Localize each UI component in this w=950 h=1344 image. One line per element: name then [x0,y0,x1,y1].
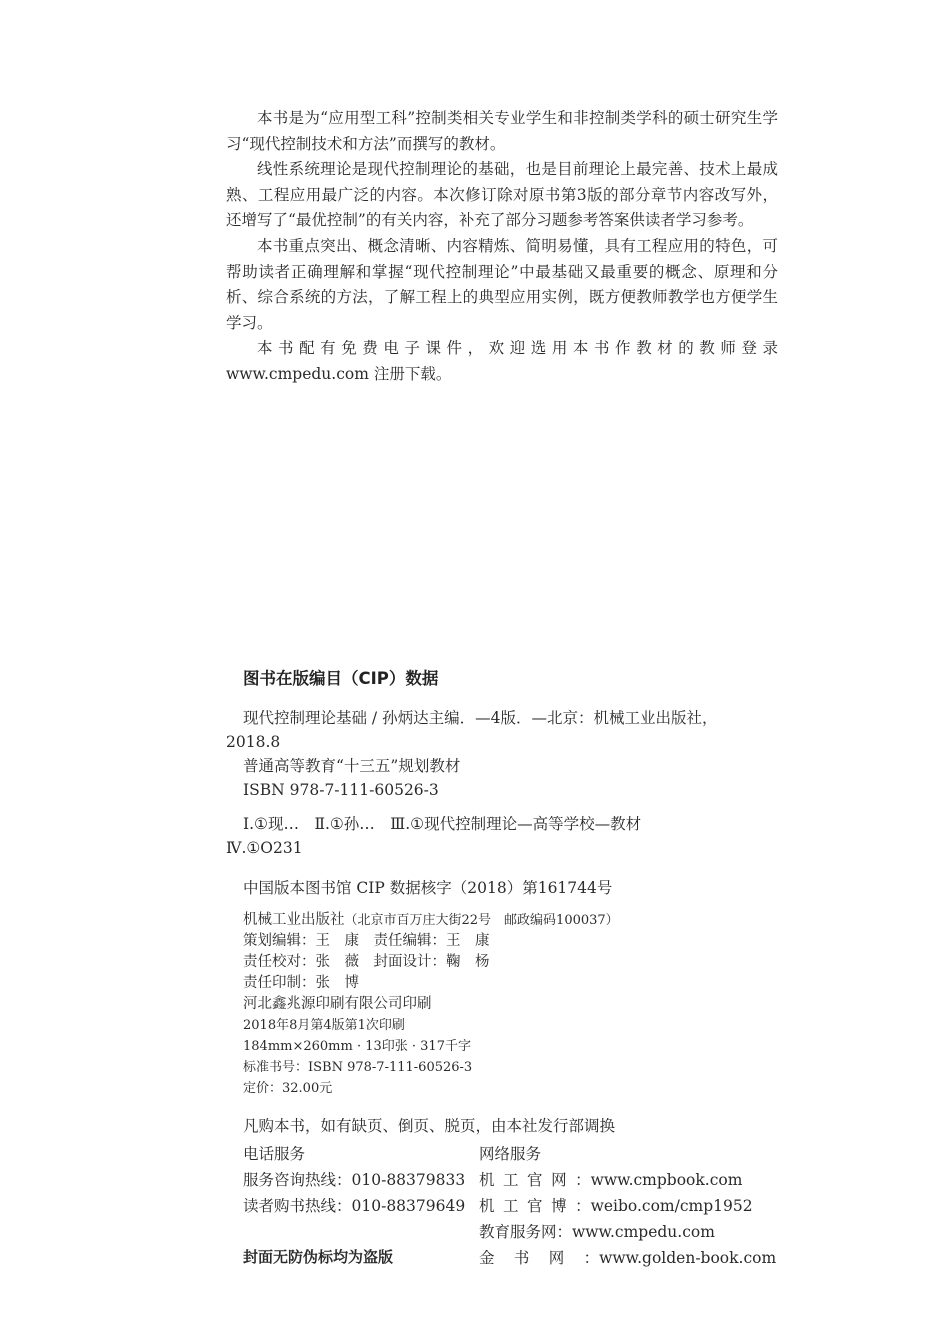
cmp-website-url: ：www.cmpbook.com [575,1171,743,1189]
printer-line: 河北鑫兆源印刷有限公司印刷 [243,996,432,1012]
cmp-website-label: 机工官网 [479,1171,576,1189]
golden-book-site [479,1246,776,1268]
proof-design-line: 责任校对：张 薇 封面设计：鞠 杨 [243,954,490,970]
cip-series: 普通高等教育“十三五”规划教材 [243,757,461,775]
publisher-address: （北京市百万庄大街22号 邮政编码100037） [344,913,619,928]
education-service-site [479,1220,715,1242]
education-service-url: ：www.cmpedu.com [556,1223,715,1241]
purchase-hotline: 读者购书热线：010-88379649 [243,1197,466,1215]
cmp-weibo-url: ：weibo.com/cmp1952 [575,1197,753,1215]
print-manager-line: 责任印制：张 博 [243,975,359,991]
abstract-paragraph-3: 本书重点突出、概念清晰、内容精炼、简明易懂，具有工程应用的特色，可帮助读者正确理解和掌握“现代控制理论”中最基础又最重要的概念、原理和分析、综合系统的方法，了解工程上的典型应用实例，既方便教师教学也方便学生学习。 [226,236,778,332]
publisher-line [243,910,803,931]
abstract-paragraph-1: 本书是为“应用型工科”控制类相关专业学生和非控制类学科的硕士研究生学习“现代控制技术和方法”而撰写的教材。 [226,109,778,153]
anti-piracy-notice: 封面无防伪标均为盗版 [243,1248,394,1266]
abstract-paragraph-2: 线性系统理论是现代控制理论的基础，也是目前理论上最完善、技术上最成熟、工程应用最广泛的内容。本次修订除对原书第3版的部分章节内容改写外，还增写了“最优控制”的有关内容，补充了部分习题参考答案供读者学习参考。 [226,160,778,230]
cmp-website [479,1168,742,1190]
cmp-weibo-label: 机工官博 [479,1197,576,1215]
cip-title: 图书在版编目（CIP）数据 [243,669,439,688]
consult-hotline: 服务咨询热线：010-88379833 [243,1171,466,1189]
cip-subject-line: Ⅰ.①现… Ⅱ.①孙… Ⅲ.①现代控制理论—高等学校—教材 [243,815,642,833]
cip-classification: Ⅳ.①O231 [226,839,303,857]
cip-book-line: 现代控制理论基础 / 孙炳达主编．—4版．—北京：机械工业出版社， [243,709,718,727]
replacement-notice: 凡购本书，如有缺页、倒页、脱页，由本社发行部调换 [243,1117,616,1135]
editors-line: 策划编辑：王 康 责任编辑：王 康 [243,933,490,949]
standard-number-line: 标准书号：ISBN 978-7-111-60526-3 [243,1060,473,1075]
golden-book-label: 金书网 [479,1249,584,1267]
cip-number: 中国版本图书馆 CIP 数据核字（2018）第161744号 [243,879,613,897]
education-service-label: 教育服务网 [479,1223,557,1241]
cip-record [226,706,786,860]
cmp-weibo [479,1194,753,1216]
service-block [243,1114,803,1272]
phone-service-title: 电话服务 [243,1145,306,1163]
format-line: 184mm×260mm · 13印张 · 317千字 [243,1039,471,1054]
network-service-title: 网络服务 [479,1145,542,1163]
imprint-block [243,910,803,1099]
publisher-name: 机械工业出版社 [243,912,345,928]
price-line: 定价：32.00元 [243,1081,333,1096]
abstract-paragraph-4: 本书配有免费电子课件，欢迎选用本书作教材的教师登录 www.cmpedu.com 注册下载。 [226,339,778,383]
cip-isbn: ISBN 978-7-111-60526-3 [243,781,439,799]
golden-book-url: ：www.golden-book.com [583,1249,777,1267]
edition-line: 2018年8月第4版第1次印刷 [243,1018,405,1033]
book-abstract [226,106,778,388]
cip-date-line: 2018.8 [226,733,281,751]
